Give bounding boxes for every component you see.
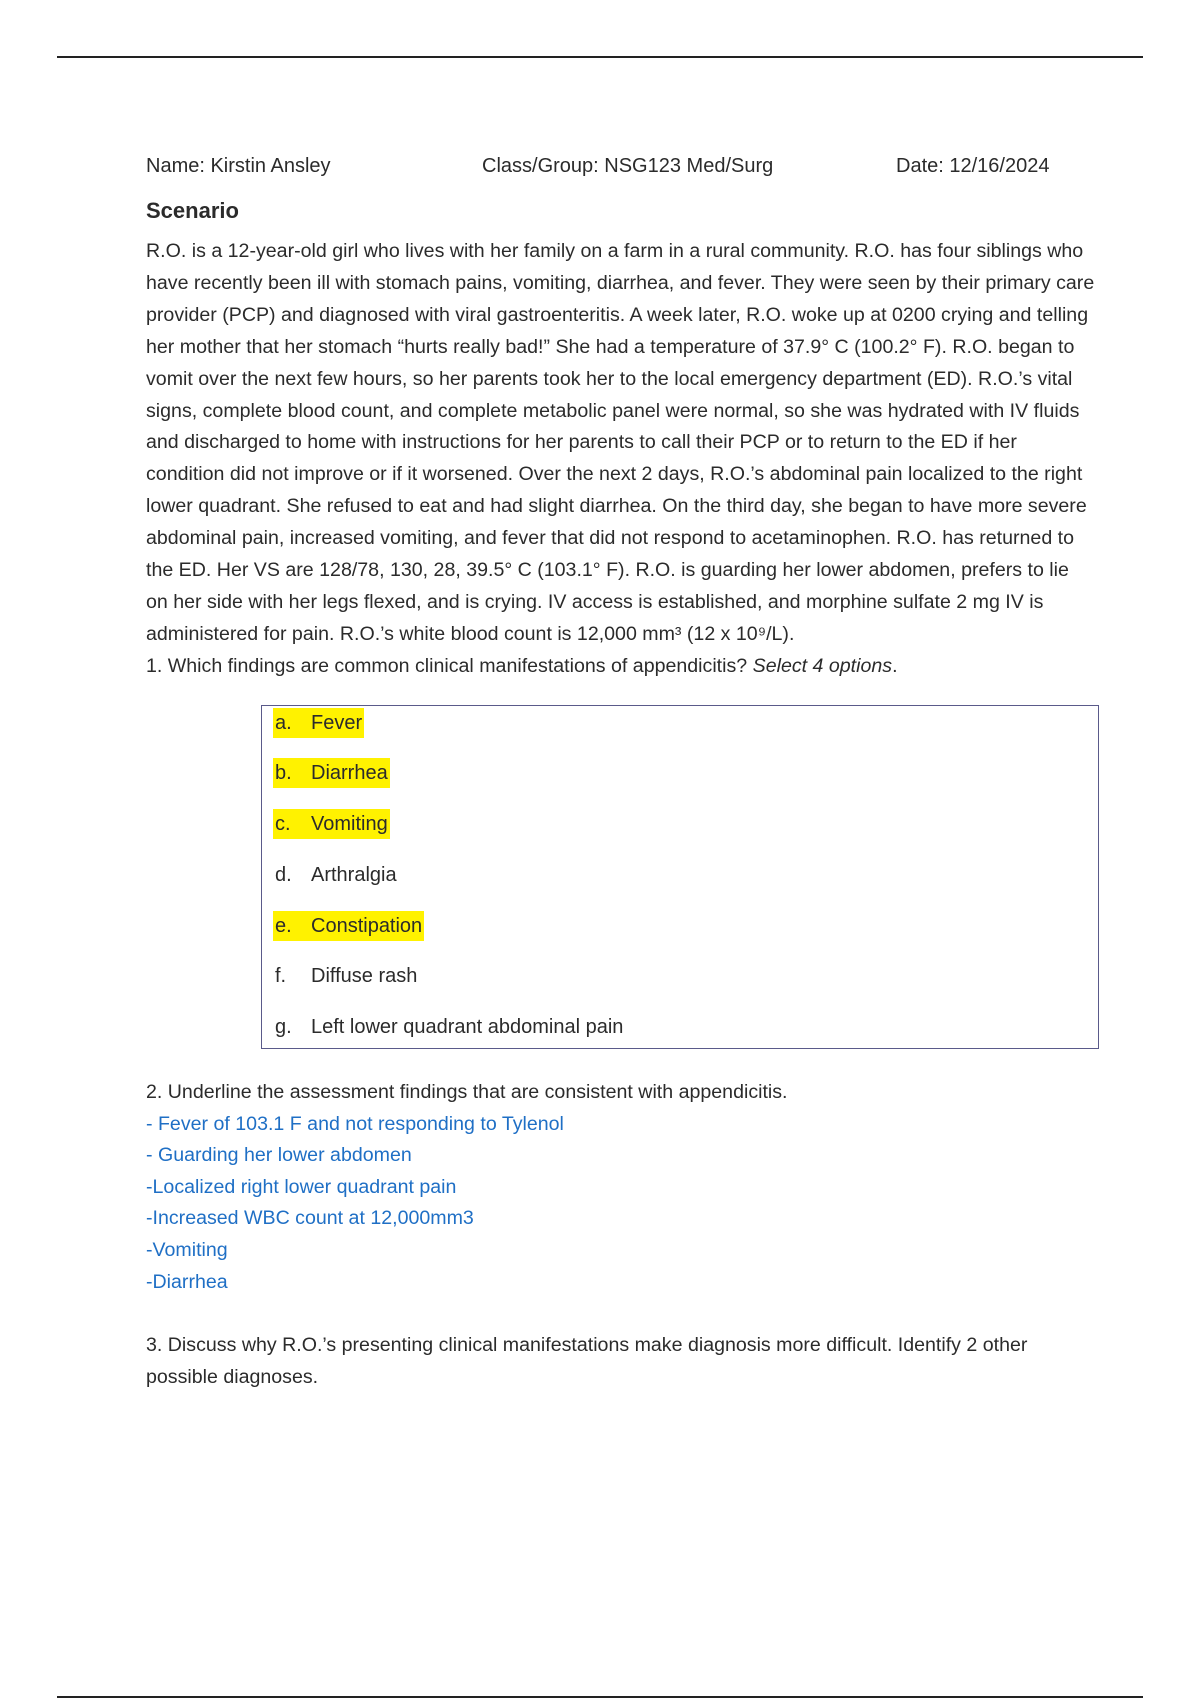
student-name: Name: Kirstin Ansley xyxy=(146,155,331,177)
question-2-answers xyxy=(146,1109,1096,1299)
option-label: Constipation xyxy=(311,914,423,937)
option-letter: f. xyxy=(275,964,287,987)
scenario-text: R.O. is a 12-year-old girl who lives with her family on a farm in a rural community. R.O. has four siblings who have recently been ill with stomach pains, vomiting, diarrhea, and fever. They were seen by their primary care provider (PCP) and diagnosed with viral gastroenteritis. A week later, R.O. woke up at 0200 crying and telling her mother that her stomach “hurts really bad!” She had a temperature of 37.9° C (100.2° F). R.O. began to vomit over the next few hours, so her parents took her to the local emergency department (ED). R.O.’s vital signs, complete blood count, and complete metabolic panel were normal, so she was hydrated with IV fluids and discharged to home with instructions for her parents to call their PCP or to return to the ED if her condition did not improve or if it worsened. Over the next 2 days, R.O.’s abdominal pain localized to the right lower quadrant. She refused to eat and had slight diarrhea. On the third day, she began to have more severe abdominal pain, increased vomiting, and fever that did not respond to acetaminophen. R.O. has returned to the ED. Her VS are 128/78, 130, 28, 39.5° C (103.1° F). R.O. is guarding her lower abdomen, prefers to lie on her side with her legs flexed, and is crying. IV access is established, and morphine sulfate 2 mg IV is administered for pain. R.O.’s white blood count is 12,000 mm³ (12 x 10⁹/L). xyxy=(146,240,1095,645)
option-letter: g. xyxy=(275,1015,292,1038)
option-d[interactable] xyxy=(273,860,399,890)
answer-item: -Diarrhea xyxy=(146,1270,228,1293)
option-highlight xyxy=(273,961,419,991)
option-label: Left lower quadrant abdominal pain xyxy=(311,1015,624,1038)
option-g[interactable] xyxy=(273,1012,625,1042)
option-highlight xyxy=(273,758,390,788)
bottom-rule xyxy=(57,1696,1143,1698)
question-1-text: 1. Which findings are common clinical manifestations of appendicitis? xyxy=(146,654,748,677)
option-label: Diffuse rash xyxy=(311,964,418,987)
option-c[interactable] xyxy=(273,809,390,839)
header-row xyxy=(146,150,1096,182)
option-label: Arthralgia xyxy=(311,863,397,886)
answer-item: -Increased WBC count at 12,000mm3 xyxy=(146,1207,474,1230)
question-1-instruction: Select 4 options xyxy=(752,654,893,677)
top-rule xyxy=(57,56,1143,58)
answer-item: - Guarding her lower abdomen xyxy=(146,1144,412,1167)
option-label: Vomiting xyxy=(311,812,388,835)
option-letter: a. xyxy=(275,711,292,734)
option-e[interactable] xyxy=(273,911,424,941)
option-label: Diarrhea xyxy=(311,761,388,784)
class-group: Class/Group: NSG123 Med/Surg xyxy=(482,155,774,177)
answer-item: -Vomiting xyxy=(146,1238,228,1261)
worksheet xyxy=(146,150,1096,1394)
option-label: Fever xyxy=(311,711,363,734)
option-b[interactable] xyxy=(273,758,390,788)
question-3: 3. Discuss why R.O.’s presenting clinical manifestations make diagnosis more difficult. Identify 2 other possible diagnoses. xyxy=(146,1334,1028,1389)
option-letter: c. xyxy=(275,812,291,835)
option-highlight xyxy=(273,1012,625,1042)
options-box xyxy=(261,705,1099,1049)
option-letter: b. xyxy=(275,761,292,784)
question-1-period: . xyxy=(892,654,898,677)
option-a[interactable] xyxy=(273,708,364,738)
answer-item: -Localized right lower quadrant pain xyxy=(146,1175,457,1198)
scenario-title: Scenario xyxy=(146,198,239,223)
option-highlight xyxy=(273,809,390,839)
question-2: 2. Underline the assessment findings that are consistent with appendicitis. xyxy=(146,1080,788,1103)
option-letter: e. xyxy=(275,914,292,937)
option-highlight xyxy=(273,708,364,738)
option-letter: d. xyxy=(275,863,292,886)
question-1 xyxy=(146,651,1096,683)
option-highlight xyxy=(273,860,399,890)
option-f[interactable] xyxy=(273,961,419,991)
option-highlight xyxy=(273,911,424,941)
date: Date: 12/16/2024 xyxy=(896,155,1050,177)
answer-item: - Fever of 103.1 F and not responding to Tylenol xyxy=(146,1112,564,1135)
